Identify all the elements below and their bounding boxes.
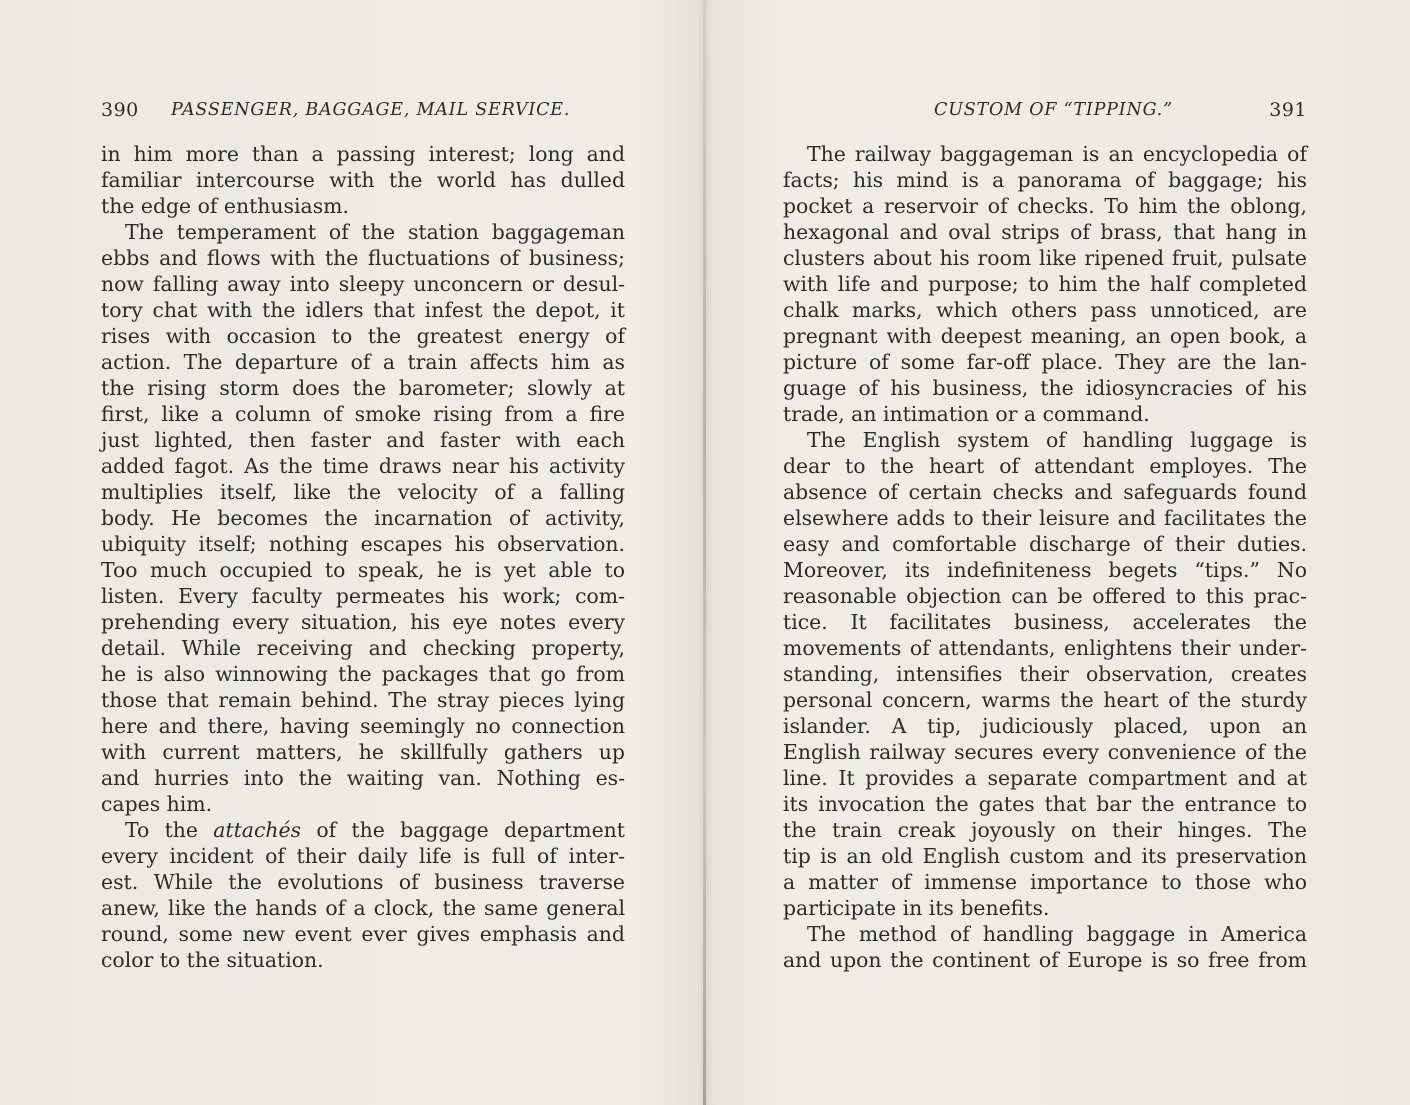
- text-line: its invocation the gates that bar the entrance to: [783, 792, 1307, 816]
- right-text-block: [783, 141, 1307, 973]
- text-line: line. It provides a separate compartment and at: [783, 766, 1307, 790]
- text-line: anew, like the hands of a clock, the same general: [101, 896, 625, 920]
- text-line-attaches: [101, 817, 625, 843]
- right-page-number: 391: [1269, 99, 1307, 121]
- text-line: the edge of enthusiasm.: [101, 194, 349, 218]
- attaches-prefix: To the: [125, 818, 198, 842]
- text-line: those that remain behind. The stray pieces lying: [101, 688, 625, 712]
- text-line: The method of handling baggage in America: [807, 922, 1307, 946]
- text-line: he is also winnowing the packages that go from: [101, 662, 625, 686]
- text-line: facts; his mind is a panorama of baggage; his: [783, 168, 1307, 192]
- text-line: prehending every situation, his eye notes every: [101, 610, 625, 634]
- text-line: now falling away into sleepy unconcern or desul-: [101, 272, 625, 296]
- text-line: round, some new event ever gives emphasis and: [101, 922, 625, 946]
- text-line: added fagot. As the time draws near his activity: [101, 454, 625, 478]
- text-line: listen. Every faculty permeates his work; com-: [101, 584, 625, 608]
- left-text-block: [101, 141, 625, 973]
- text-line: guage of his business, the idiosyncracies of his: [783, 376, 1307, 400]
- text-line: picture of some far-off place. They are the lan-: [783, 350, 1307, 374]
- text-line: tory chat with the idlers that infest the depot, it: [101, 298, 625, 322]
- text-line: familiar intercourse with the world has dulled: [101, 168, 625, 192]
- text-line: with life and purpose; to him the half completed: [783, 272, 1307, 296]
- text-line: the train creak joyously on their hinges. The: [783, 818, 1307, 842]
- text-line: rises with occasion to the greatest energy of: [101, 324, 625, 348]
- text-line: The English system of handling luggage is: [807, 428, 1307, 452]
- text-line: ubiquity itself; nothing escapes his observation.: [101, 532, 625, 556]
- text-line: in him more than a passing interest; long and: [101, 142, 625, 166]
- text-line: hexagonal and oval strips of brass, that hang in: [783, 220, 1307, 244]
- left-page: [0, 0, 703, 1105]
- text-line: detail. While receiving and checking property,: [101, 636, 625, 660]
- text-line: easy and comfortable discharge of their duties.: [783, 532, 1307, 556]
- text-line: standing, intensifies their observation, creates: [783, 662, 1307, 686]
- text-line: est. While the evolutions of business traverse: [101, 870, 625, 894]
- text-line: tice. It facilitates business, accelerates the: [783, 610, 1307, 634]
- text-line: ebbs and flows with the fluctuations of business;: [101, 246, 625, 270]
- left-running-title: PASSENGER, BAGGAGE, MAIL SERVICE.: [171, 100, 571, 120]
- text-line: pregnant with deepest meaning, an open book, a: [783, 324, 1307, 348]
- text-line: and hurries into the waiting van. Nothing es-: [101, 766, 625, 790]
- text-line: multiplies itself, like the velocity of a falling: [101, 480, 625, 504]
- text-line: just lighted, then faster and faster with each: [101, 428, 625, 452]
- attaches-word: attachés: [213, 818, 302, 842]
- text-line: chalk marks, which others pass unnoticed, are: [783, 298, 1307, 322]
- text-line: trade, an intimation or a command.: [783, 402, 1150, 426]
- text-line: elsewhere adds to their leisure and facilitates the: [783, 506, 1307, 530]
- text-line: tip is an old English custom and its preservation: [783, 844, 1307, 868]
- text-line: first, like a column of smoke rising from a fire: [101, 402, 625, 426]
- text-line: capes him.: [101, 792, 213, 816]
- text-line: English railway secures every convenience of the: [783, 740, 1307, 764]
- text-line: Moreover, its indefiniteness begets “tips.” No: [783, 558, 1307, 582]
- text-line: participate in its benefits.: [783, 896, 1050, 920]
- text-line: body. He becomes the incarnation of activity,: [101, 506, 625, 530]
- text-line: the rising storm does the barometer; slowly at: [101, 376, 625, 400]
- text-line: color to the situation.: [101, 948, 324, 972]
- text-line: here and there, having seemingly no connection: [101, 714, 625, 738]
- text-line: reasonable objection can be offered to this prac-: [783, 584, 1307, 608]
- text-line: Too much occupied to speak, he is yet able to: [101, 558, 625, 582]
- text-line: pocket a reservoir of checks. To him the oblong,: [783, 194, 1307, 218]
- text-line: action. The departure of a train affects him as: [101, 350, 625, 374]
- text-line: dear to the heart of attendant employes. The: [783, 454, 1307, 478]
- text-line: personal concern, warms the heart of the sturdy: [783, 688, 1307, 712]
- text-line: with current matters, he skillfully gathers up: [101, 740, 625, 764]
- right-page: [707, 0, 1410, 1105]
- text-line: The temperament of the station baggageman: [125, 220, 625, 244]
- text-line: every incident of their daily life is full of inter-: [101, 844, 625, 868]
- right-running-title: CUSTOM OF “TIPPING.”: [934, 100, 1173, 120]
- text-line: The railway baggageman is an encyclopedia of: [807, 142, 1307, 166]
- text-line: islander. A tip, judiciously placed, upon an: [783, 714, 1307, 738]
- book-gutter: [703, 0, 706, 1105]
- text-line: clusters about his room like ripened fruit, pulsate: [783, 246, 1307, 270]
- text-line: absence of certain checks and safeguards found: [783, 480, 1307, 504]
- text-line: a matter of immense importance to those who: [783, 870, 1307, 894]
- attaches-rest: of the baggage department: [316, 818, 625, 842]
- text-line: and upon the continent of Europe is so free from: [783, 948, 1307, 972]
- text-line: movements of attendants, enlightens their under-: [783, 636, 1307, 660]
- left-page-number: 390: [101, 99, 139, 121]
